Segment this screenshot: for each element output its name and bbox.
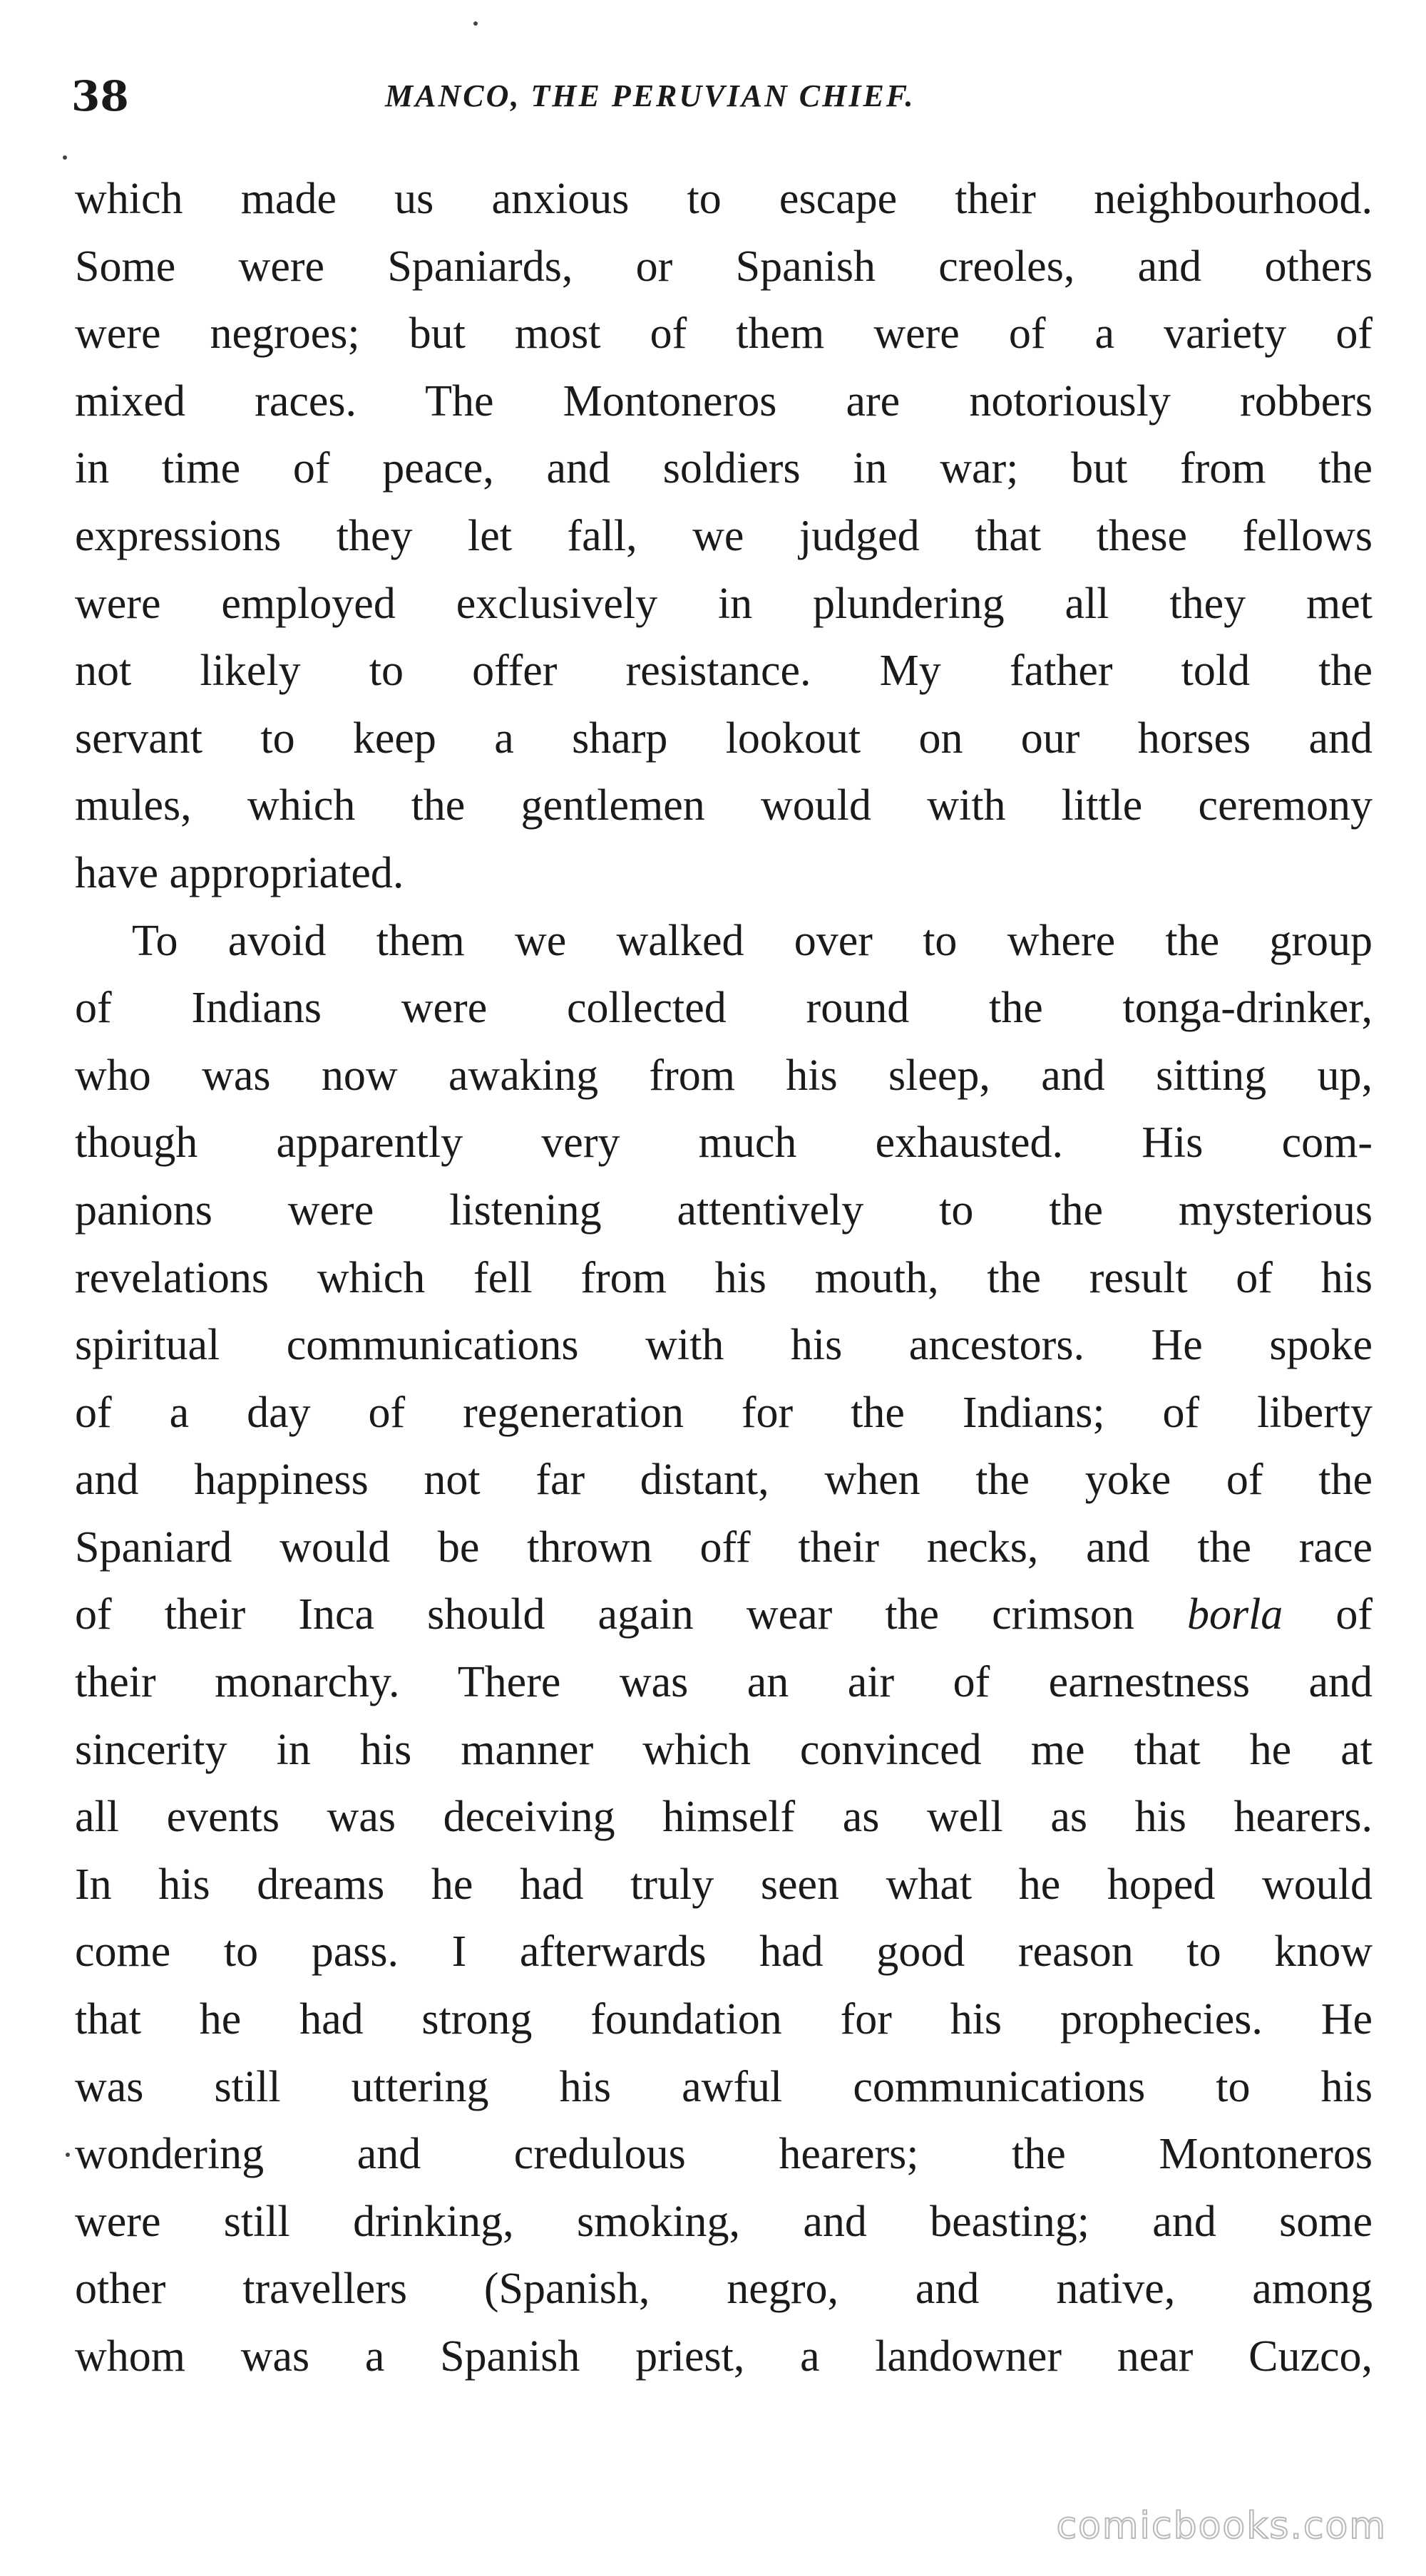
text-line: who was now awaking from his sleep, and sitting up, [75,1051,1373,1100]
print-speck [473,21,478,26]
paragraph-2 [75,907,1373,2391]
text-line: Spaniard would be thrown off their necks, and the race [75,1523,1373,1572]
text-line: come to pass. I afterwards had good reason to know [75,1927,1373,1977]
text-line-with-italic [75,1581,1373,1649]
text-line: Some were Spaniards, or Spanish creoles, and others [75,242,1373,291]
text-line: all events was deceiving himself as well as his hearers. [75,1793,1373,1842]
watermark: comicbooks.com [1056,2505,1387,2547]
text-line: expressions they let fall, we judged that these fellows [75,511,1373,560]
text-line: other travellers (Spanish, negro, and native, among [75,2265,1373,2314]
text-line: of a day of regeneration for the Indians; of liberty [75,1388,1373,1437]
text-line: revelations which fell from his mouth, the result of his [75,1253,1373,1302]
text-line: servant to keep a sharp lookout on our horses and [75,713,1373,763]
text-line: In his dreams he had truly seen what he hoped would [75,1860,1373,1909]
text-line: mixed races. The Montoneros are notoriously robbers [75,376,1373,426]
italic-word-borla: borla [1186,1590,1283,1639]
text-line: and happiness not far distant, when the yoke of the [75,1456,1373,1505]
paragraph-1 [75,165,1373,907]
text-line: wondering and credulous hearers; the Montoneros [75,2130,1373,2179]
print-speck [66,2153,70,2157]
text-line: were still drinking, smoking, and beasting; and some [75,2197,1373,2246]
text-line: though apparently very much exhausted. His com- [75,1118,1373,1168]
text-line: mules, which the gentlemen would with little ceremony [75,781,1373,830]
body-text [75,165,1373,2391]
text-line: in time of peace, and soldiers in war; but from the [75,444,1373,493]
text-line: were negroes; but most of them were of a variety of [75,309,1373,359]
text-line: sincerity in his manner which convinced me that he at [75,1725,1373,1774]
page-header [71,68,1369,125]
page-number: 38 [71,72,129,120]
text-line: were employed exclusively in plundering all they met [75,579,1373,628]
text-line: of Indians were collected round the tonga-drinker, [75,984,1373,1033]
text-segment: of [1335,1590,1373,1639]
text-line: To avoid them we walked over to where the group [132,916,1373,965]
running-title: MANCO, THE PERUVIAN CHIEF. [385,78,915,113]
text-line: not likely to offer resistance. My father told the [75,646,1373,696]
text-line: whom was a Spanish priest, a landowner near Cuzco, [75,2332,1373,2381]
text-line: their monarchy. There was an air of earnestness and [75,1658,1373,1707]
text-line: that he had strong foundation for his prophecies. He [75,1995,1373,2044]
text-segment: of their Inca should again wear the crimson [75,1590,1134,1639]
text-line: spiritual communications with his ancestors. He spoke [75,1321,1373,1370]
text-line: have appropriated. [75,848,404,897]
text-line: was still uttering his awful communications to his [75,2062,1373,2111]
text-line: panions were listening attentively to the mysterious [75,1185,1373,1235]
text-line: which made us anxious to escape their neighbourhood. [75,175,1373,223]
print-speck [63,155,67,160]
